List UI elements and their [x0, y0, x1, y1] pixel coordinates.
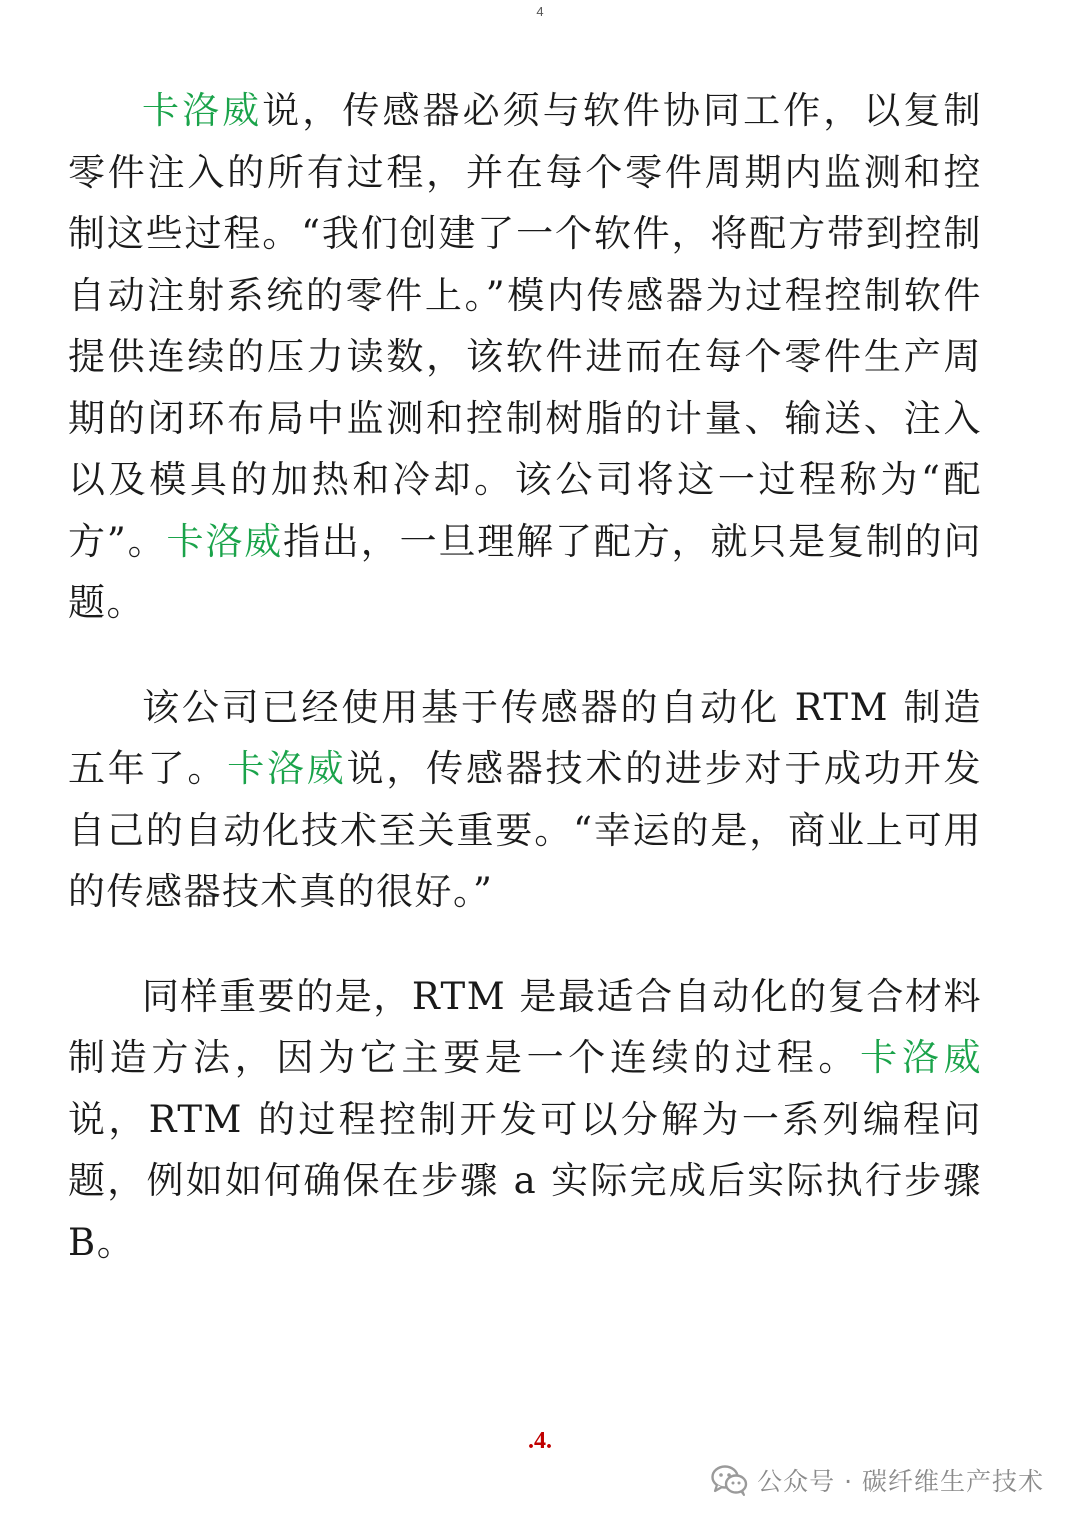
person-name: 卡洛威	[227, 747, 347, 790]
paragraph-text: 指出，一旦理解了配方，就只是复制的问题。	[68, 519, 983, 624]
paragraph-3	[68, 966, 982, 1274]
wechat-watermark	[711, 1462, 1044, 1498]
footer-page-number: .4.	[528, 1428, 552, 1454]
person-name: 卡洛威	[860, 1036, 983, 1079]
wechat-icon	[711, 1464, 749, 1496]
paragraph-text: 该公司已经使用基于传感器的自动化 RTM 制造五年了。	[68, 685, 982, 790]
watermark-text: 公众号 · 碳纤维生产技术	[757, 1467, 1044, 1496]
person-name: 卡洛威	[166, 519, 284, 563]
paragraph-text: 说，传感器技术的进步对于成功开发自己的自动化技术至关重要。“幸运的是，商业上可用的传感器技术真的很好。”	[68, 747, 983, 913]
paragraph-text: 同样重要的是，RTM 是最适合自动化的复合材料制造方法，因为它主要是一个连续的过程。	[68, 974, 982, 1079]
paragraph-1	[68, 80, 982, 634]
article-body	[68, 80, 982, 1273]
paragraph-2	[68, 677, 982, 923]
person-name: 卡洛威	[142, 89, 263, 132]
top-page-number: 4	[536, 4, 544, 19]
paragraph-text: 说，传感器必须与软件协同工作，以复制零件注入的所有过程，并在每个零件周期内监测和控制这些过程。“我们创建了一个软件，将配方带到控制自动注射系统的零件上。”模内传感器为过程控制软件提供连续的压力读数，该软件进而在每个零件生产周期的闭环布局中监测和控制树脂的计量、输送、注入以及模具的加热和冷却。该公司将这一过程称为“配方”。	[68, 89, 983, 563]
paragraph-text: 说，RTM 的过程控制开发可以分解为一系列编程问题，例如如何确保在步骤 a 实际完成后实际执行步骤 B。	[68, 1097, 982, 1264]
